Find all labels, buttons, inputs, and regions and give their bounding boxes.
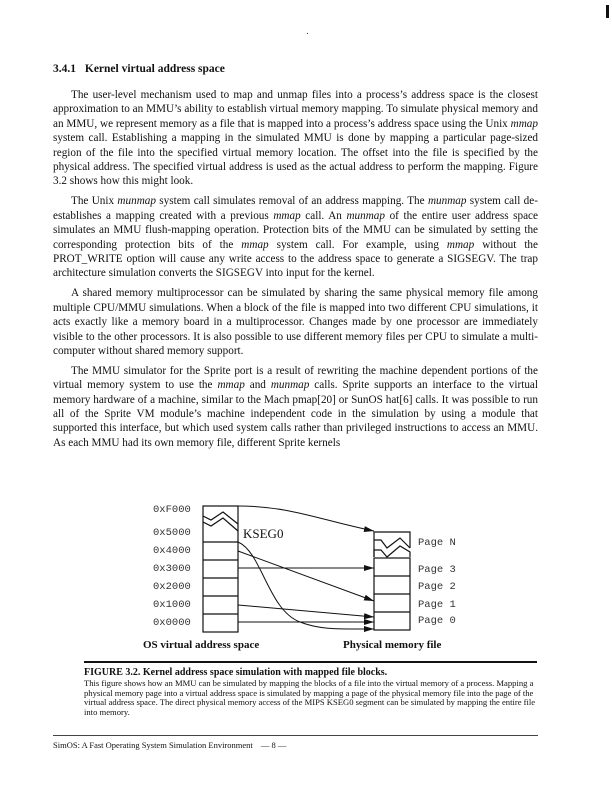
footer-rule — [53, 735, 538, 736]
address-label: 0x4000 — [153, 545, 191, 557]
page-label: Page 0 — [418, 615, 456, 627]
virtual-address-labels — [153, 504, 191, 629]
paragraph: The MMU simulator for the Sprite port is a result of rewriting the machine dependent portions of the virtual memory system to use the mmap and munmap calls. Sprite supports an interface to the virtual memory hardware of a machine, similar to the Mach pmap[20] or SunOS hat[6] calls. It was possible to run all of the Sprite VM module’s machine independent code in the simulation by using a module that supported this interface, but which used system calls rather than privileged instructions to access an MMU. As each MMU had its own memory file, different Sprite kernels — [53, 364, 538, 449]
address-label: 0x5000 — [153, 527, 191, 539]
page-label: Page N — [418, 537, 456, 549]
physical-memory-block — [374, 532, 410, 630]
page-label: Page 1 — [418, 599, 456, 611]
page-footer — [53, 740, 286, 750]
mapping-arrows — [238, 506, 374, 629]
caption-title: FIGURE 3.2. Kernel address space simulation with mapped file blocks. — [84, 667, 388, 678]
footer-title: SimOS: A Fast Operating System Simulation Environment — [53, 740, 253, 750]
kseg0-label: KSEG0 — [243, 526, 284, 541]
address-label: 0x0000 — [153, 617, 191, 629]
physical-file-caption: Physical memory file — [343, 639, 442, 651]
page-number: — 8 — — [260, 740, 287, 750]
address-label: 0xF000 — [153, 504, 191, 516]
caption-rule — [84, 661, 537, 663]
caption-text: This figure shows how an MMU can be simulated by mapping the blocks of a file into the virtual memory of a process. Mapping a physical memory page into a virtual address space is simulated by mapping a page of the physical memory file into the page of the virtual address space. The direct physical memory access of the MIPS KSEG0 segment can be simulated by mapping the entire file into memory. — [84, 678, 536, 717]
section-number: 3.4.1 — [53, 63, 76, 75]
section-title: Kernel virtual address space — [84, 63, 225, 75]
figure-caption — [84, 667, 537, 717]
address-label: 0x1000 — [153, 599, 191, 611]
virtual-address-block — [203, 506, 238, 632]
virtual-space-caption: OS virtual address space — [143, 639, 260, 651]
page-labels — [418, 537, 456, 627]
address-label: 0x3000 — [153, 563, 191, 575]
page-label: Page 3 — [418, 564, 456, 576]
paragraph: A shared memory multiprocessor can be simulated by sharing the same physical memory file among multiple CPU/MMU simulations. When a block of the file is mapped into two different CPU simulations, it acts exactly like a memory board in a multiprocessor. Changes made by one processor are immediately visible to the other processors. It is also possible to use different memory files per CPU to simulate a multi-computer without shared memory support. — [53, 287, 538, 357]
page-label: Page 2 — [418, 581, 456, 593]
address-label: 0x2000 — [153, 581, 191, 593]
paragraph: The Unix munmap system call simulates removal of an address mapping. The munmap system call de-establishes a mapping created with a previous mmap call. An munmap of the entire user address space simulates an MMU flush-mapping operation. Protection bits of the MMU can be simulated by setting the corresponding protection bits of the mmap system call. For example, using mmap without the PROT_WRITE option will cause any write access to the address space to generate a SIGSEGV. The trap architecture simulation converts the SIGSEGV into input for the kernel. — [53, 195, 538, 280]
paragraph: The user-level mechanism used to map and unmap files into a process’s address space is the closest approximation to an MMU’s ability to establish virtual memory mapping. To simulate physical memory and an MMU, we represent memory as a file that is mapped into a process’s address space using the Unix mmap system call. Establishing a mapping in the simulated MMU is done by mapping a particular page-sized region of the file into the specified virtual memory location. The offset into the file is specified by the physical address. The specified virtual address is used as the actual address to perform the mapping. Figure 3.2 shows how this might look. — [53, 89, 538, 188]
